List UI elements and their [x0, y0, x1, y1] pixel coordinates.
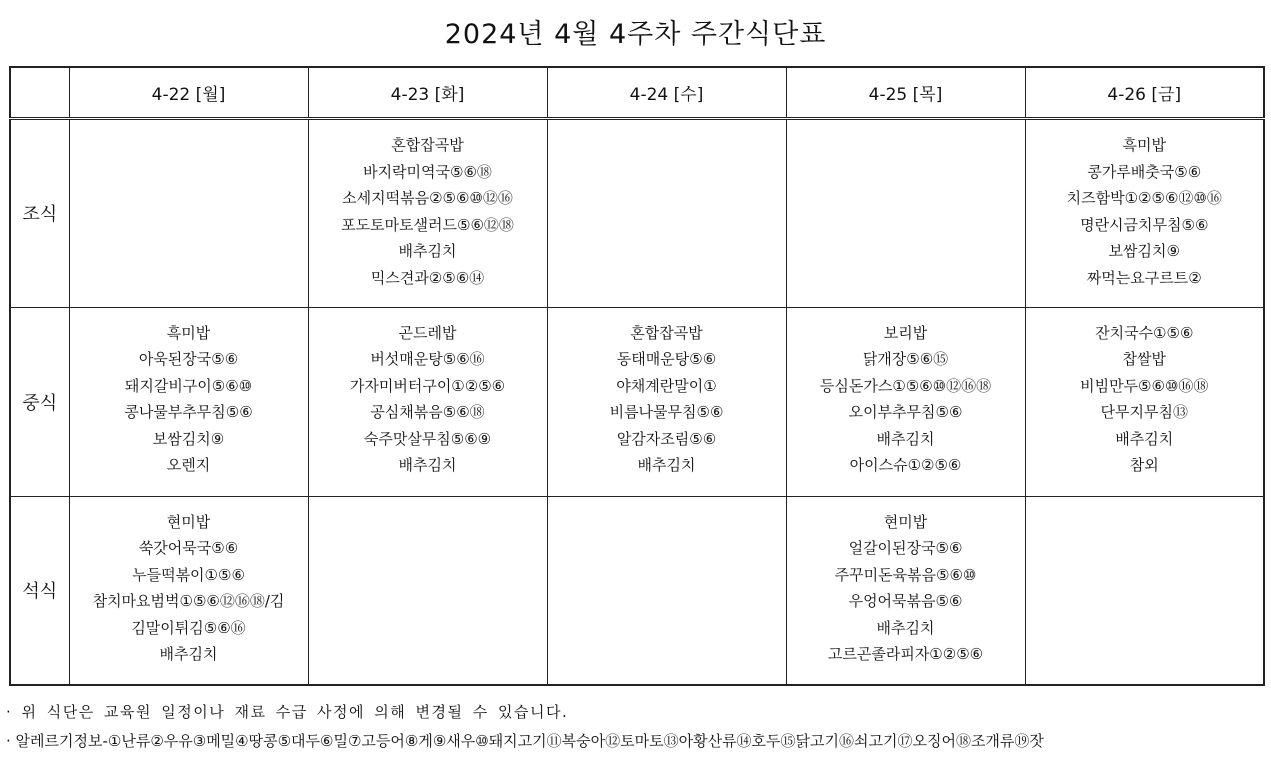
- corner-cell: [10, 67, 69, 119]
- day-header: 4-23 [화]: [308, 67, 547, 119]
- menu-item: 얼갈이된장국⑤⑥: [848, 539, 963, 558]
- meal-row: [10, 307, 1264, 496]
- menu-item: 버섯매운탕⑤⑥⑯: [370, 350, 485, 369]
- menu-item: 콩나물부추무침⑤⑥: [124, 403, 253, 422]
- day-header: 4-26 [금]: [1025, 67, 1264, 119]
- menu-item: 비빔만두⑤⑥⑩⑯⑱: [1080, 376, 1209, 395]
- menu-item: 혼합잡곡밥: [630, 323, 703, 342]
- menu-item: 동태매운탕⑤⑥: [616, 350, 717, 369]
- menu-item: 포도토마토샐러드⑤⑥⑫⑱: [341, 215, 514, 234]
- menu-cell: [786, 119, 1025, 308]
- menu-item: 쑥갓어묵국⑤⑥: [138, 539, 239, 558]
- menu-item: 배추김치: [398, 456, 457, 475]
- menu-item: 아욱된장국⑤⑥: [138, 350, 239, 369]
- menu-item: 보쌈김치⑨: [1108, 242, 1180, 260]
- menu-item: 비름나물무침⑤⑥: [609, 403, 724, 422]
- menu-item: 오렌지: [166, 456, 211, 475]
- day-header: 4-22 [월]: [69, 67, 308, 119]
- menu-item: 우엉어묵볶음⑤⑥: [848, 592, 963, 611]
- menu-item: 배추김치: [637, 456, 696, 475]
- menu-item: 등심돈가스①⑤⑥⑩⑫⑯⑱: [819, 376, 992, 395]
- menu-item: 혼합잡곡밥: [391, 136, 464, 154]
- menu-cell: [547, 496, 786, 685]
- menu-body: [10, 119, 1264, 686]
- menu-cell: [308, 119, 547, 308]
- meal-label: 석식: [10, 496, 69, 685]
- menu-item: 잔치국수①⑤⑥: [1095, 323, 1194, 342]
- allergy-info: · 알레르기정보-①난류②우유③메밀④땅콩⑤대두⑥밀⑦고등어⑧게⑨새우⑩돼지고기⑪복숭아⑫토마토⑬아황산류⑭호두⑮닭고기⑯쇠고기⑰오징어⑱조개류⑲잣: [6, 732, 1044, 750]
- menu-item: 누들떡볶이①⑤⑥: [132, 565, 245, 584]
- page-title: 2024년 4월 4주차 주간식단표: [444, 19, 827, 50]
- menu-item: 단무지무침⑬: [1100, 403, 1188, 422]
- day-header: 4-24 [수]: [547, 67, 786, 119]
- menu-cell: [69, 307, 308, 496]
- menu-cell: [1025, 307, 1264, 496]
- meal-label: 조식: [10, 119, 69, 308]
- menu-item: 치즈함박①②⑤⑥⑫⑩⑯: [1066, 189, 1222, 207]
- menu-cell: [786, 496, 1025, 685]
- menu-item: 보리밥: [883, 323, 928, 342]
- menu-cell: [547, 119, 786, 308]
- menu-item: 흑미밥: [166, 323, 211, 342]
- menu-item: 소세지떡볶음②⑤⑥⑩⑫⑯: [342, 189, 513, 207]
- menu-item: 아이스슈①②⑤⑥: [849, 456, 962, 475]
- menu-cell: [547, 307, 786, 496]
- menu-item: 주꾸미돈육볶음⑤⑥⑩: [834, 565, 977, 584]
- menu-item: 닭개장⑤⑥⑮: [862, 350, 949, 369]
- menu-item: 야채계란말이①: [616, 376, 717, 395]
- menu-item: 숙주맛살무침⑤⑥⑨: [363, 429, 492, 448]
- menu-cell: [69, 119, 308, 308]
- menu-item: 찹쌀밥: [1122, 350, 1166, 369]
- weekly-menu-table: [9, 66, 1265, 686]
- menu-item: 현미밥: [166, 512, 211, 531]
- menu-item: 배추김치: [876, 618, 935, 637]
- menu-item: 참외: [1129, 456, 1159, 475]
- menu-cell: [308, 307, 547, 496]
- meal-label: 중식: [10, 307, 69, 496]
- menu-cell: [1025, 119, 1264, 308]
- menu-item: 곤드레밥: [398, 323, 457, 342]
- menu-item: 참치마요범벅①⑤⑥⑫⑯⑱/김: [92, 592, 285, 611]
- menu-item: 알감자조림⑤⑥: [616, 429, 717, 448]
- menu-item: 짜먹는요구르트②: [1086, 268, 1202, 287]
- menu-item: 믹스견과②⑤⑥⑭: [370, 268, 485, 287]
- meal-row: [10, 119, 1264, 308]
- menu-cell: [1025, 496, 1264, 685]
- menu-cell: [786, 307, 1025, 496]
- menu-item: 배추김치: [398, 242, 457, 260]
- menu-item: 오이부추무침⑤⑥: [848, 403, 963, 422]
- menu-item: 공심채볶음⑤⑥⑱: [370, 403, 485, 422]
- menu-item: 배추김치: [1115, 429, 1174, 448]
- meal-row: [10, 496, 1264, 685]
- menu-item: 김말이튀김⑤⑥⑯: [131, 618, 246, 637]
- menu-item: 콩가루배춧국⑤⑥: [1087, 162, 1202, 181]
- menu-item: 배추김치: [876, 429, 935, 448]
- menu-item: 돼지갈비구이⑤⑥⑩: [124, 376, 253, 395]
- day-header: 4-25 [목]: [786, 67, 1025, 119]
- menu-item: 배추김치: [159, 645, 218, 664]
- menu-item: 흑미밥: [1122, 136, 1166, 154]
- menu-item: 보쌈김치⑨: [152, 429, 225, 448]
- menu-item: 가자미버터구이①②⑤⑥: [349, 376, 506, 395]
- menu-item: 바지락미역국⑤⑥⑱: [363, 162, 492, 181]
- notice-text: · 위 식단은 교육원 일정이나 재료 수급 사정에 의해 변경될 수 있습니다.: [6, 703, 569, 721]
- menu-item: 명란시금치무침⑤⑥: [1080, 215, 1209, 234]
- menu-item: 고르곤졸라피자①②⑤⑥: [827, 645, 984, 664]
- menu-cell: [308, 496, 547, 685]
- header-row: [10, 67, 1264, 119]
- menu-cell: [69, 496, 308, 685]
- menu-item: 현미밥: [883, 512, 928, 531]
- notes: [6, 698, 1044, 756]
